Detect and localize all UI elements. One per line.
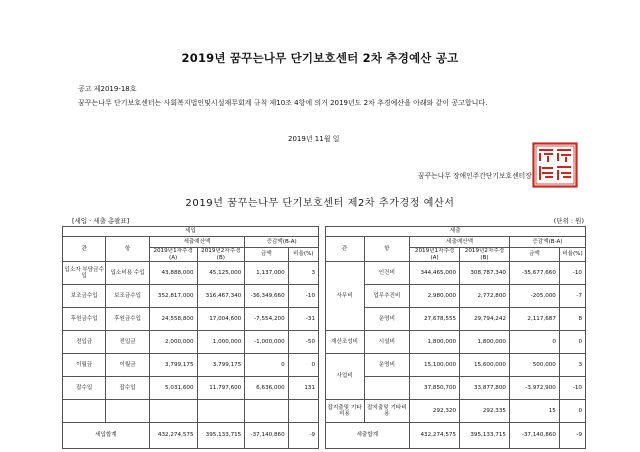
rev-diff: 0 — [245, 354, 288, 377]
exp-prev: 292,320 — [410, 400, 460, 423]
rev-total-curr: 395,133,715 — [197, 423, 245, 449]
rev-curr: 316,467,340 — [197, 285, 245, 308]
col-amount: 세출예산액 — [149, 237, 244, 248]
exp-total-diff: -37,140,860 — [509, 423, 559, 449]
rev-diff: -1,000,000 — [245, 331, 288, 354]
rev-curr: 45,125,000 — [197, 262, 245, 285]
notice-number: 공고 제2019-18호 — [78, 85, 137, 93]
col-curr: 2019년2차추경(B) — [460, 248, 510, 262]
expense-header: 세출 — [325, 227, 585, 237]
rev-rate: 131 — [288, 377, 318, 400]
exp-hang: 시설비 — [364, 331, 410, 354]
rev-gwan: 잡수입 — [63, 377, 106, 400]
rev-curr: 11,797,600 — [197, 377, 245, 400]
col-rate: 비율(%) — [559, 248, 585, 262]
exp-diff: 0 — [509, 331, 559, 354]
exp-prev: 1,800,000 — [410, 331, 460, 354]
rev-hang: 후원금수입 — [106, 308, 149, 331]
col-curr: 2019년2차추경(B) — [197, 248, 245, 262]
notice-date: 2019년 11월 일 — [288, 135, 340, 143]
col-rate: 비율(%) — [288, 248, 318, 262]
official-seal-icon — [532, 142, 578, 188]
rev-prev: 5,031,600 — [149, 377, 197, 400]
exp-prev: 344,465,000 — [410, 262, 460, 285]
rev-prev: 352,817,000 — [149, 285, 197, 308]
exp-hang: 업무추진비 — [364, 285, 410, 308]
exp-diff: -3,972,900 — [509, 377, 559, 400]
exp-diff: -205,000 — [509, 285, 559, 308]
rev-diff: 6,636,000 — [245, 377, 288, 400]
issuer-name: 꿈꾸는나무 장애인주간단기보호센터장 — [418, 172, 532, 180]
rev-hang: 이월금 — [106, 354, 149, 377]
col-gwan: 관 — [325, 237, 364, 262]
col-hang: 항 — [364, 237, 410, 262]
rev-curr: 17,004,600 — [197, 308, 245, 331]
rev-rate: -10 — [288, 285, 318, 308]
rev-hang: 잡수입 — [106, 377, 149, 400]
exp-curr: 308,787,340 — [460, 262, 510, 285]
exp-rate: -7 — [559, 285, 585, 308]
statement-title: 2019년 꿈꾸는나무 단기보호센터 제2차 추가경정 예산서 — [185, 198, 455, 209]
revenue-header: 세입 — [63, 227, 319, 237]
exp-prev: 15,100,000 — [410, 354, 460, 377]
rev-hang: 전입금 — [106, 331, 149, 354]
table-row-total — [63, 423, 586, 449]
rev-gwan: 후원금수입 — [63, 308, 106, 331]
rev-rate: 0 — [288, 354, 318, 377]
exp-rate: -10 — [559, 262, 585, 285]
rev-hang: 입소비용 수입 — [106, 262, 149, 285]
exp-curr: 292,335 — [460, 400, 510, 423]
exp-hang: 잡지출및 기타비용 — [364, 400, 410, 423]
rev-rate: 3 — [288, 262, 318, 285]
rev-diff: -7,554,200 — [245, 308, 288, 331]
rev-hang: 보조금수입 — [106, 285, 149, 308]
exp-gwan: 재산조성비 — [325, 331, 364, 354]
budget-summary-table — [62, 226, 586, 449]
exp-hang: 운영비 — [364, 354, 410, 377]
col-compare: 증감액(B-A) — [509, 237, 585, 248]
exp-prev: 27,678,555 — [410, 308, 460, 331]
expense-total-label: 세출합계 — [325, 423, 410, 449]
exp-curr: 1,800,000 — [460, 331, 510, 354]
exp-rate: 8 — [559, 308, 585, 331]
exp-diff: -35,677,660 — [509, 262, 559, 285]
exp-curr: 2,772,800 — [460, 285, 510, 308]
rev-prev: 2,000,000 — [149, 331, 197, 354]
rev-total-rate: -9 — [288, 423, 318, 449]
exp-total-curr: 395,133,715 — [460, 423, 510, 449]
col-amount: 세출예산액 — [410, 237, 510, 248]
col-gwan: 관 — [63, 237, 106, 262]
exp-curr: 33,877,800 — [460, 377, 510, 400]
rev-diff: -36,349,660 — [245, 285, 288, 308]
revenue-total-label: 세입합계 — [63, 423, 150, 449]
rev-curr: 1,000,000 — [197, 331, 245, 354]
col-compare: 증감액(B-A) — [245, 237, 319, 248]
exp-rate: 0 — [559, 400, 585, 423]
exp-prev: 37,850,700 — [410, 377, 460, 400]
statement-section-label: [세입 · 세출 총괄표] — [72, 217, 130, 225]
rev-curr: 3,799,175 — [197, 354, 245, 377]
exp-rate: -10 — [559, 377, 585, 400]
col-prev: 2019년1차추경(A) — [149, 248, 197, 262]
col-prev: 2019년1차추경(A) — [410, 248, 460, 262]
exp-hang: 인건비 — [364, 262, 410, 285]
rev-diff: 1,137,000 — [245, 262, 288, 285]
exp-curr: 29,794,242 — [460, 308, 510, 331]
rev-prev: 3,799,175 — [149, 354, 197, 377]
unit-label: (단위 : 원) — [553, 217, 584, 225]
rev-prev: 24,558,800 — [149, 308, 197, 331]
col-hang: 항 — [106, 237, 149, 262]
exp-curr: 15,600,000 — [460, 354, 510, 377]
rev-rate: -50 — [288, 331, 318, 354]
exp-hang — [364, 377, 410, 400]
col-diff: 금액 — [509, 248, 559, 262]
exp-total-rate: -9 — [559, 423, 585, 449]
rev-gwan: 보조금수입 — [63, 285, 106, 308]
exp-rate: 3 — [559, 354, 585, 377]
exp-gwan: 사업비 — [325, 354, 364, 400]
exp-rate: 0 — [559, 331, 585, 354]
exp-diff: 2,117,687 — [509, 308, 559, 331]
exp-gwan: 잡지출및 기타비용 — [325, 400, 364, 423]
exp-total-prev: 432,274,575 — [410, 423, 460, 449]
rev-gwan: 전입금 — [63, 331, 106, 354]
rev-rate: -31 — [288, 308, 318, 331]
col-diff: 금액 — [245, 248, 288, 262]
notice-body: 꿈꾸는나무 단기보호센터는 사회복지법인및시설재무회계 규칙 제10조 4항에 의거 2019년도 2차 추경예산을 아래와 같이 공고합니다. — [78, 99, 488, 107]
rev-total-diff: -37,140,860 — [245, 423, 288, 449]
exp-gwan: 사무비 — [325, 262, 364, 331]
exp-diff: 500,000 — [509, 354, 559, 377]
rev-gwan: 입소자 부담금수입 — [63, 262, 106, 285]
rev-prev: 43,888,000 — [149, 262, 197, 285]
exp-prev: 2,980,000 — [410, 285, 460, 308]
rev-total-prev: 432,274,575 — [149, 423, 197, 449]
rev-gwan: 이월금 — [63, 354, 106, 377]
notice-title: 2019년 꿈꾸는나무 단기보호센터 2차 추경예산 공고 — [181, 51, 459, 65]
exp-hang: 운영비 — [364, 308, 410, 331]
exp-diff: 15 — [509, 400, 559, 423]
